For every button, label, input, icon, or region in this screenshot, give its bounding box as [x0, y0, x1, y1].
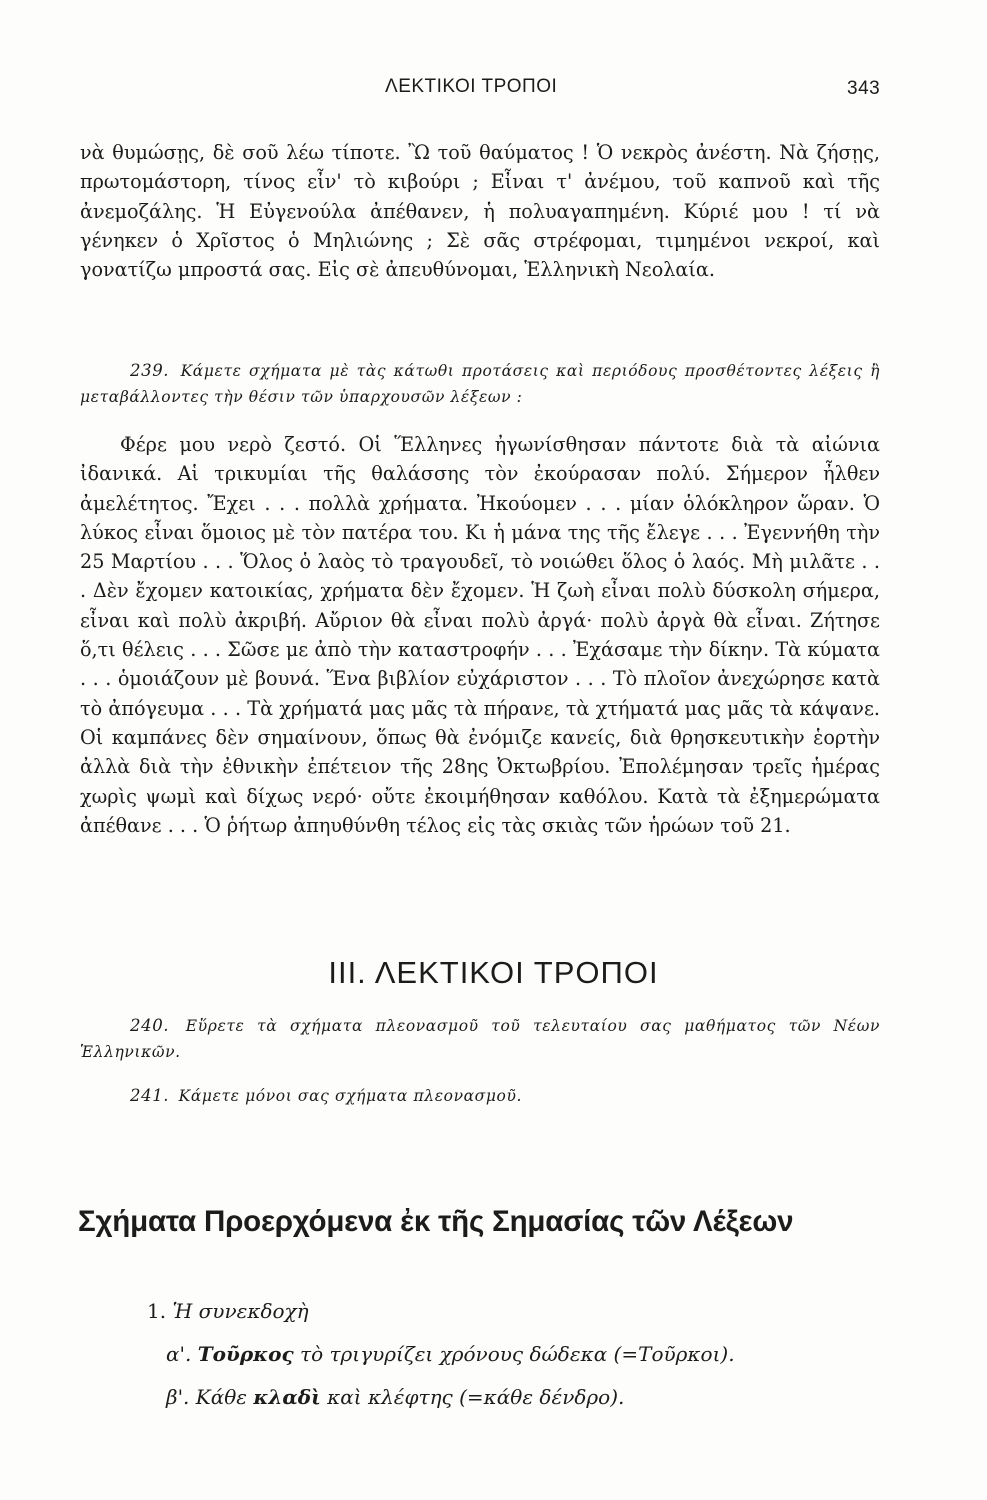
exercise-239	[80, 358, 880, 410]
entry-item-b-text: καὶ κλέφτης (=κάθε δένδρο).	[327, 1385, 625, 1409]
exercise-241-instruction: Κάμετε μόνοι σας σχήματα πλεονασμοῦ.	[178, 1087, 523, 1105]
opening-paragraph-block	[80, 138, 880, 284]
entry-item-b-lead: Κάθε	[195, 1385, 248, 1409]
running-header	[0, 72, 987, 102]
exercise-239-instruction: Κάμετε σχήματα μὲ τὰς κάτωθι προτάσεις καὶ περιόδους προσθέτοντες λέξεις ἢ μεταβάλλοντες τὴν θέσιν τῶν ὑπαρχουσῶν λέξεων :	[80, 362, 880, 406]
running-title: ΛΕΚΤΙΚΟΙ ΤΡΟΠΟΙ	[385, 76, 558, 97]
exercise-239-text	[80, 358, 880, 410]
exercise-240-instruction: Εὕρετε τὰ σχήματα πλεονασμοῦ τοῦ τελευταίου σας μαθήματος τῶν Νέων Ἑλληνικῶν.	[80, 1017, 880, 1061]
entry-item-a-key: Τοῦρκος	[197, 1342, 294, 1366]
section-title: ΙΙΙ. ΛΕΚΤΙΚΟΙ ΤΡΟΠΟΙ	[328, 955, 659, 990]
exercise-241	[80, 1083, 880, 1109]
entries-list	[147, 1290, 735, 1419]
entry-item-a	[147, 1333, 735, 1376]
examples-paragraph: Φέρε μου νερὸ ζεστό. Οἱ Ἕλληνες ἠγωνίσθησαν πάντοτε διὰ τὰ αἰώνια ἰδανικά. Αἱ τρικυμίαι τῆς θαλάσσης τὸν ἐκούρασαν πολύ. Σήμερον ἦλθεν ἀμελέτητος. Ἔχει . . . πολλὰ χρήματα. Ἠκούομεν . . . μίαν ὁλόκληρον ὥραν. Ὁ λύκος εἶναι ὅμοιος μὲ τὸν πατέρα του. Κι ἡ μάνα της τῆς ἔλεγε . . . Ἐγεννήθη τὴν 25 Μαρτίου . . . Ὅλος ὁ λαὸς τὸ τραγουδεῖ, τὸ νοιώθει ὅλος ὁ λαός. Μὴ μιλᾶτε . . . Δὲν ἔχομεν κατοικίας, χρήματα δὲν ἔχομεν. Ἡ ζωὴ εἶναι πολὺ δύσκολη σήμερα, εἶναι καὶ πολὺ ἀκριβή. Αὔριον θὰ εἶναι πολὺ ἀργά· πολὺ ἀργὰ θὰ εἶναι. Ζήτησε ὅ,τι θέλεις . . . Σῶσε με ἀπὸ τὴν καταστροφήν . . . Ἐχάσαμε τὴν δίκην. Τὰ κύματα . . . ὁμοιάζουν μὲ βουνά. Ἕνα βιβλίον εὐχάριστον . . . Τὸ πλοῖον ἀνεχώρησε κατὰ τὸ ἀπόγευμα . . . Τὰ χρήματά μας μᾶς τὰ πήρανε, τὰ χτήματά μας μᾶς τὰ κάψανε. Οἱ καμπάνες δὲν σημαίνουν, ὅπως θὰ ἐνόμιζε κανείς, διὰ θρησκευτικὴν ἑορτὴν ἀλλὰ διὰ τὴν ἐθνικὴν ἐπέτειον τῆς 28ης Ὀκτωβρίου. Ἐπολέμησαν τρεῖς ἡμέρας χωρὶς ψωμὶ καὶ δίχως νερό· οὔτε ἐκοιμήθησαν καθόλου. Κατὰ τὰ ἐξημερώματα ἀπέθανε . . . Ὁ ῥήτωρ ἀπηυθύνθη τέλος εἰς τὰς σκιὰς τῶν ἡρώων τοῦ 21.	[80, 433, 880, 837]
section-subtitle: Σχήματα Προερχόμενα ἐκ τῆς Σημασίας τῶν Λέξεων	[78, 1205, 794, 1238]
entry-item-b-key: κλαδὶ	[253, 1385, 321, 1409]
exercise-240-number: 240.	[130, 1016, 170, 1035]
exercise-240-text	[80, 1013, 880, 1065]
exercise-239-number: 239.	[130, 361, 170, 380]
page-number: 343	[847, 78, 881, 99]
opening-paragraph: νὰ θυμώσῃς, δὲ σοῦ λέω τίποτε. Ὢ τοῦ θαύματος ! Ὁ νεκρὸς ἀνέστη. Νὰ ζήσῃς, πρωτομάστορη, τίνος εἶν' τὸ κιβούρι ; Εἶναι τ' ἀνέμου, τοῦ καπνοῦ καὶ τῆς ἀνεμοζάλης. Ἡ Εὐγενούλα ἀπέθανεν, ἡ πολυαγαπημένη. Κύριέ μου ! τί νὰ γένηκεν ὁ Χρῖστος ὁ Μηλιώνης ; Σὲ σᾶς στρέφομαι, τιμημένοι νεκροί, καὶ γονατίζω μπροστά σας. Εἰς σὲ ἀπευθύνομαι, Ἑλληνικὴ Νεολαία.	[80, 141, 880, 282]
exercise-241-number: 241.	[130, 1086, 170, 1105]
exercise-241-text	[80, 1083, 880, 1109]
entry-item-a-label: α'.	[166, 1342, 192, 1366]
entry-item-b	[147, 1376, 735, 1419]
entry-item-a-text: τὸ τριγυρίζει χρόνους δώδεκα (=Τοῦρκοι).	[300, 1342, 735, 1366]
exercise-240	[80, 1013, 880, 1065]
entry-heading-number: 1.	[147, 1299, 167, 1323]
entry-heading	[147, 1290, 735, 1333]
examples-paragraph-block	[80, 430, 880, 840]
entry-item-b-label: β'.	[166, 1385, 190, 1409]
entry-heading-term: Ἡ συνεκδοχὴ	[172, 1299, 309, 1323]
